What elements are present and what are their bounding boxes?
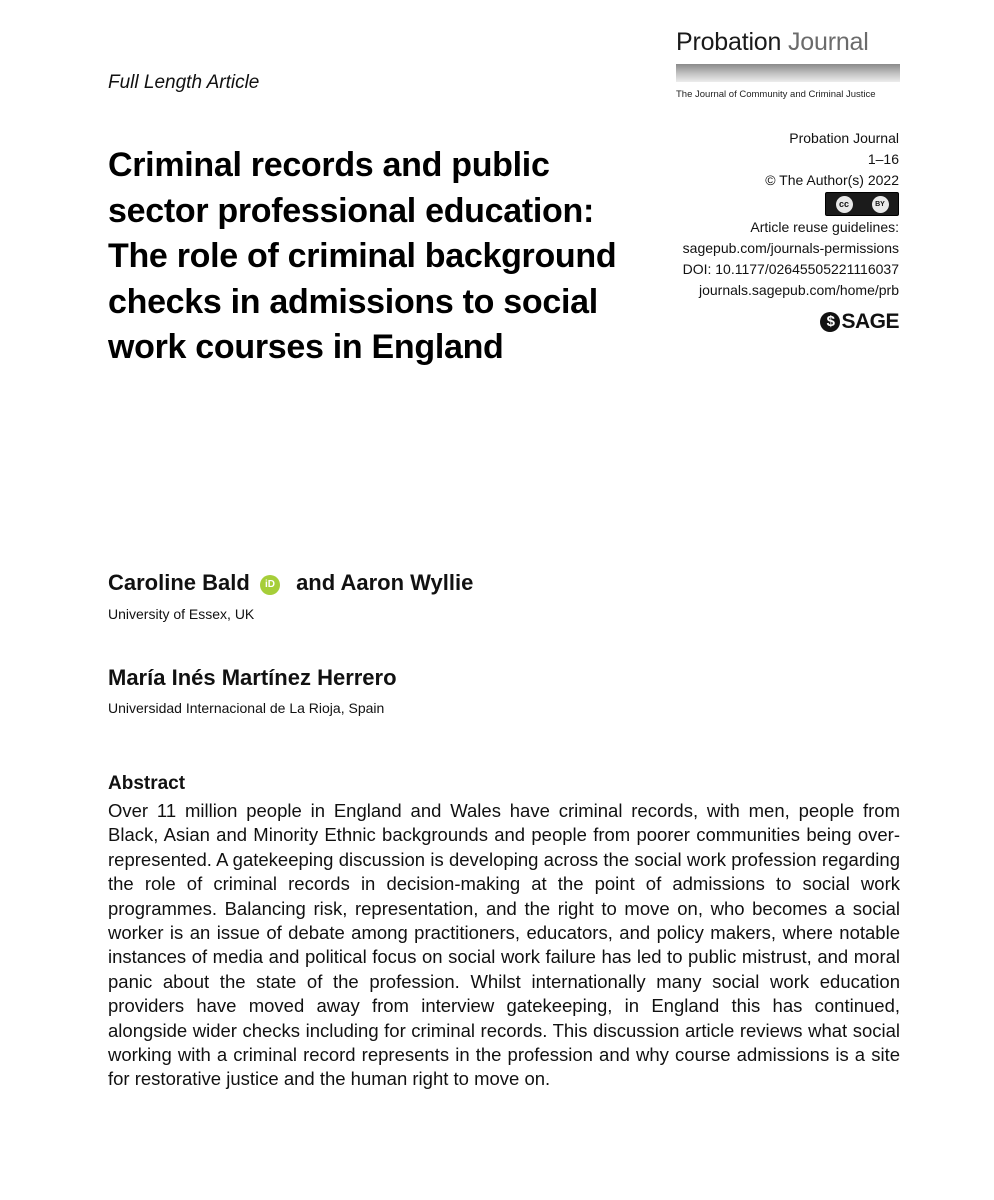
journal-subtitle: The Journal of Community and Criminal Justice	[676, 89, 876, 100]
meta-reuse-label: Article reuse guidelines:	[750, 219, 899, 235]
masthead-gradient-bar	[676, 64, 900, 82]
journal-name-primary: Probation	[676, 28, 782, 56]
author-line-2	[108, 665, 397, 691]
sage-s-icon: $	[820, 312, 840, 332]
meta-reuse-link[interactable]: sagepub.com/journals-permissions	[682, 240, 899, 256]
journal-name-secondary: Journal	[787, 28, 869, 56]
meta-doi[interactable]: DOI: 10.1177/02645505221116037	[682, 261, 899, 277]
orcid-icon[interactable]: iD	[260, 575, 280, 595]
cc-icon: cc	[836, 196, 853, 213]
abstract-heading: Abstract	[108, 773, 186, 794]
journal-masthead	[676, 26, 900, 100]
cc-by-license-badge[interactable]	[825, 192, 899, 216]
sage-logo	[683, 307, 899, 337]
meta-journal: Probation Journal	[789, 130, 899, 146]
article-type-label: Full Length Article	[108, 72, 260, 93]
journal-masthead-title	[676, 26, 900, 58]
meta-journal-home-link[interactable]: journals.sagepub.com/home/prb	[698, 282, 899, 298]
author-affiliation-2: Universidad Internacional de La Rioja, Spain	[108, 700, 385, 716]
sage-logo-text: SAGE	[841, 310, 899, 333]
article-title: Criminal records and public sector professional education: The role of criminal background checks in admissions to social work courses in England	[108, 146, 617, 366]
author-name[interactable]: Caroline Bald	[108, 570, 250, 595]
abstract-body: Over 11 million people in England and Wales have criminal records, with men, people from Black, Asian and Minority Ethnic backgrounds and people from poorer communities being over-represented. A gatekeeping discussion is developing across the social work profession regarding the role of criminal records in decision-making at the point of admissions to social work programmes. Balancing risk, representation, and the right to move on, who becomes a social worker is an issue of debate among practitioners, educators, and policy makers, where notable instances of media and political focus on social work failure has led to public mistrust, and moral panic about the state of the profession. Whilst internationally many social work education providers have moved away from interview gatekeeping, in England this has continued, alongside wider checks including for criminal records. This discussion article reviews what social working with a criminal record represents in the profession and why course admissions is a site for restorative justice and the human right to move on.	[108, 800, 900, 1090]
author-line-1	[108, 570, 473, 596]
attribution-icon: BY	[872, 196, 889, 213]
meta-pages: 1–16	[867, 151, 899, 167]
author-name[interactable]: María Inés Martínez Herrero	[108, 665, 397, 690]
author-connector: and Aaron Wyllie	[296, 570, 474, 595]
author-affiliation-1: University of Essex, UK	[108, 606, 255, 622]
article-meta	[683, 128, 899, 337]
meta-copyright: © The Author(s) 2022	[765, 172, 899, 188]
